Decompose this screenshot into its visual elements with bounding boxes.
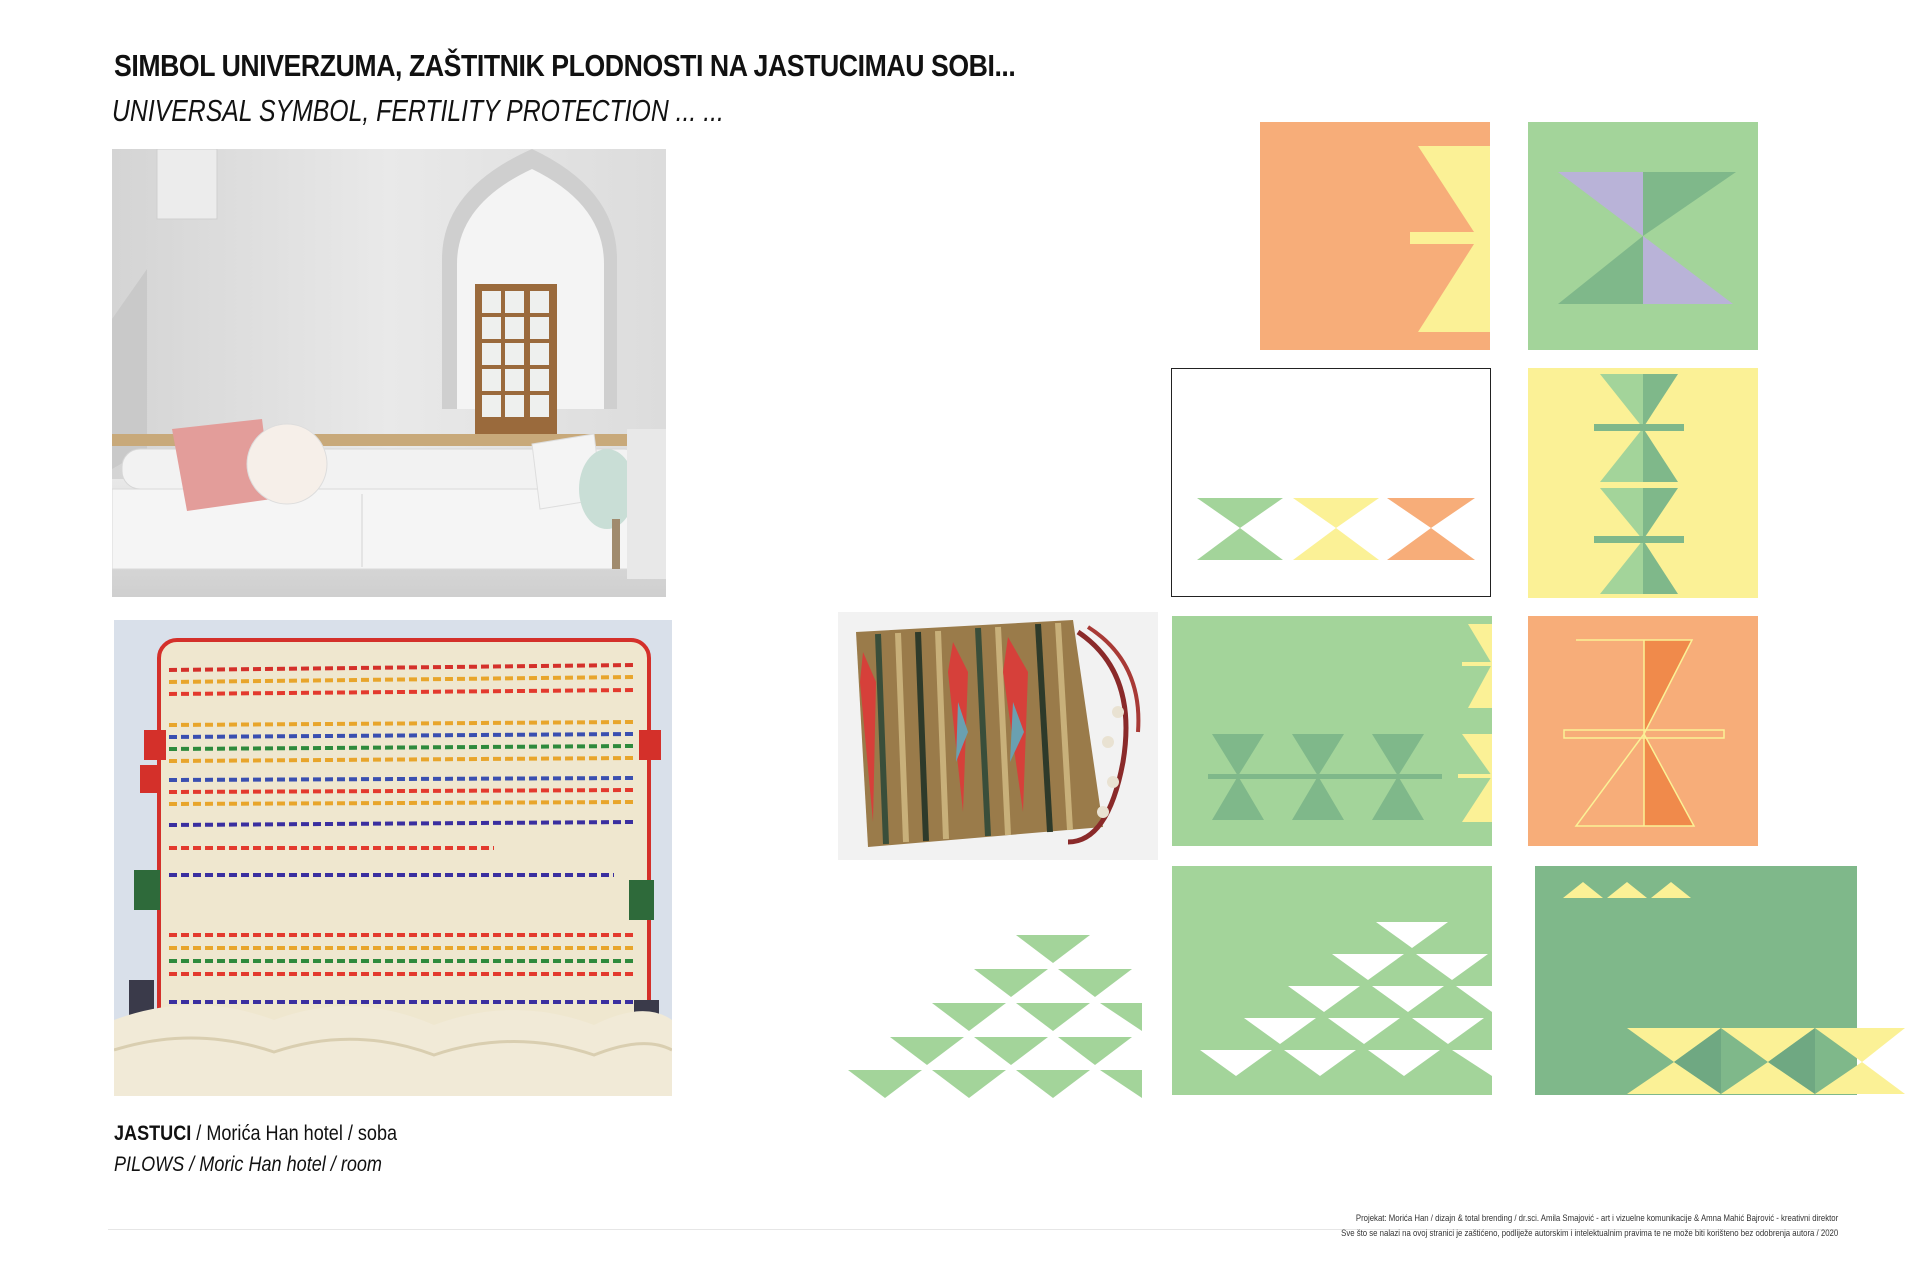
motif-tile-orange-outline-hourglass bbox=[1528, 616, 1758, 846]
room-interior-photo bbox=[112, 149, 666, 597]
motif-tile-green-white-triangles bbox=[1172, 866, 1492, 1095]
motif-tile-yellow-green-hourglasses bbox=[1528, 368, 1758, 598]
motif-tile-green-hourglass-row bbox=[1172, 616, 1492, 846]
footer-credits: Projekat: Morića Han / dizajn & total brending / dr.sci. Amila Smajović - art i vizuelne komunikacije & Amna Mahić Bajrović - kreativni direktor bbox=[1355, 1213, 1838, 1224]
motif-tile-orange-half-hourglass bbox=[1260, 122, 1490, 350]
woven-pillow-photo bbox=[114, 620, 672, 1096]
woven-bag-photo bbox=[838, 612, 1158, 860]
caption-bold-label: JASTUCI bbox=[114, 1122, 192, 1145]
image-caption-local bbox=[114, 1122, 397, 1146]
motif-tile-darkgreen-yellow-triangles bbox=[1535, 866, 1905, 1095]
caption-rest-label: / Morića Han hotel / soba bbox=[191, 1122, 398, 1145]
motif-tile-white-hourglass-row bbox=[1171, 368, 1491, 597]
image-caption-english: PILOWS / Moric Han hotel / room bbox=[114, 1153, 382, 1176]
page-subtitle: UNIVERSAL SYMBOL, FERTILITY PROTECTION ... ... bbox=[112, 93, 724, 128]
page-title: SIMBOL UNIVERZUMA, ZAŠTITNIK PLODNOSTI NA JASTUCIMAU SOBI... bbox=[114, 48, 1016, 83]
motif-triangle-cluster bbox=[842, 935, 1142, 1100]
footer-copyright: Sve što se nalazi na ovoj stranici je zaštićeno, podliježe autorskim i intelektualnim pravima te ne može biti korišteno bez odobrenja autora / 2020 bbox=[1340, 1228, 1838, 1239]
motif-tile-green-lavender-hourglass bbox=[1528, 122, 1758, 350]
